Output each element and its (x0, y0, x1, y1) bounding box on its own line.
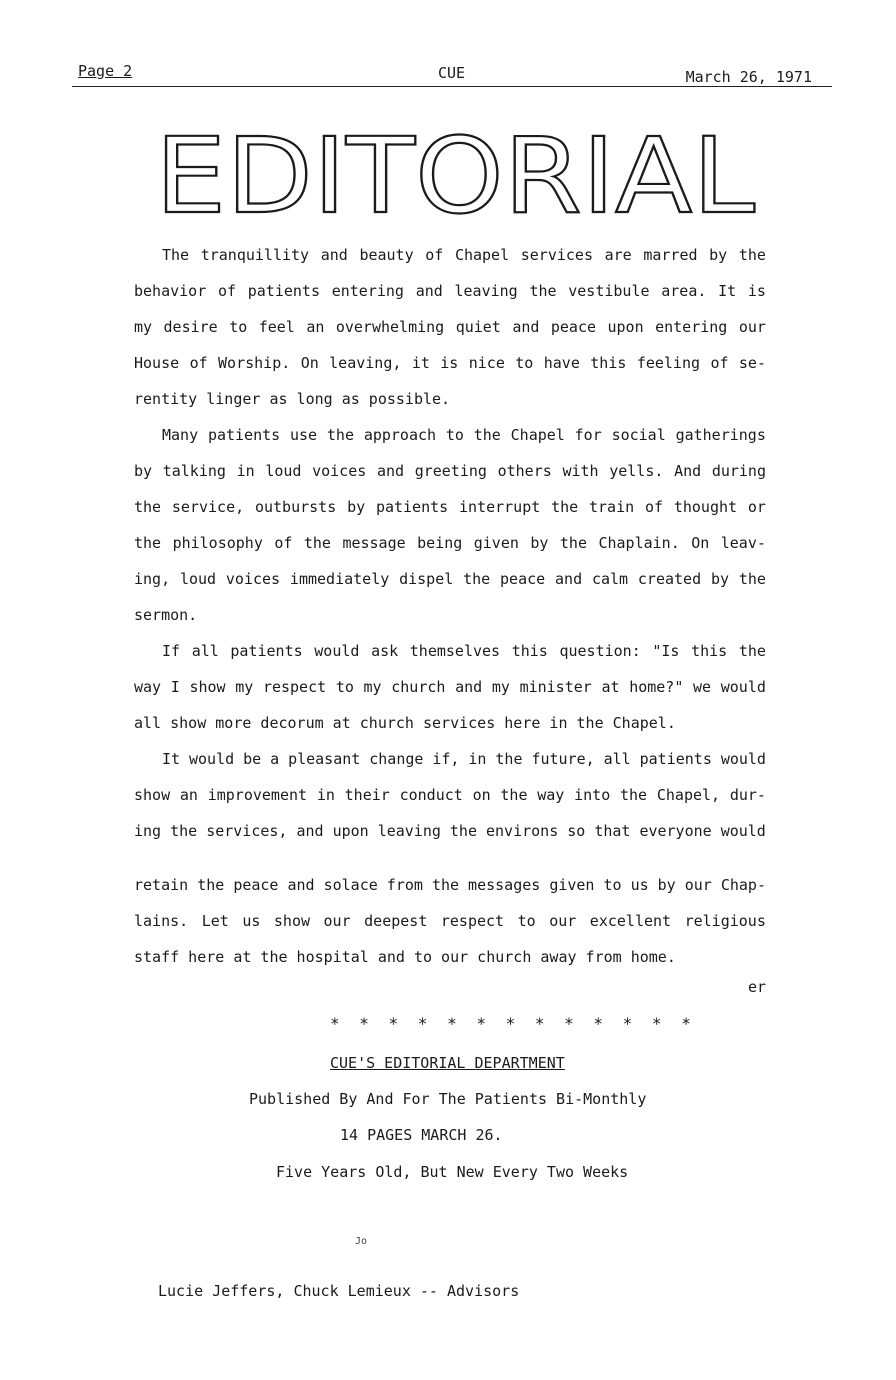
word: an (306, 318, 325, 336)
word: And (674, 462, 702, 480)
text-line (134, 636, 766, 672)
word: this (511, 642, 548, 660)
word: yells. (609, 462, 664, 480)
word: at (601, 678, 620, 696)
word: entering (655, 318, 728, 336)
word: train (589, 498, 635, 516)
word: "Is (652, 642, 680, 660)
word: patients (639, 750, 712, 768)
editorial-title (150, 128, 760, 224)
word: way (134, 678, 162, 696)
word: themselves (409, 642, 501, 660)
word: services (520, 246, 593, 264)
word: lains. (134, 912, 189, 930)
word: from (386, 876, 423, 894)
text-line (134, 816, 766, 852)
word: patients (207, 426, 281, 444)
word: solace (323, 876, 378, 894)
text-line (134, 456, 766, 492)
word: be (243, 750, 262, 768)
word: their (344, 786, 390, 804)
word: way (537, 786, 565, 804)
word: vestibule (568, 282, 650, 300)
word: the (326, 426, 354, 444)
issue-date: March 26, 1971 (685, 68, 812, 86)
word: calm (591, 570, 629, 588)
word: loud (179, 570, 217, 588)
word: It (718, 282, 737, 300)
word: with (562, 462, 599, 480)
word: Many (162, 426, 199, 444)
word: area. (661, 282, 707, 300)
word: and (555, 570, 583, 588)
word: talking (162, 462, 226, 480)
word: by (709, 246, 728, 264)
word: to (229, 318, 248, 336)
word: in (236, 462, 255, 480)
word: and (415, 282, 443, 300)
word: given (473, 534, 519, 552)
word: marred (643, 246, 698, 264)
word: gatherings (675, 426, 766, 444)
text-line (134, 744, 766, 780)
word: my (491, 678, 510, 696)
word: my (235, 678, 254, 696)
word: an (179, 786, 198, 804)
word: the (463, 570, 491, 588)
word: the (197, 876, 225, 894)
word: conduct (399, 786, 463, 804)
word: of (425, 246, 444, 264)
word: entering (331, 282, 404, 300)
text-line: staff here at the hospital and to our church away from home. (134, 948, 676, 966)
word: leav- (720, 534, 766, 552)
word: Chap- (720, 876, 766, 894)
word: deepest (364, 912, 428, 930)
word: feel (258, 318, 295, 336)
word: respect (262, 678, 327, 696)
tagline: Five Years Old, But New Every Two Weeks (276, 1163, 629, 1181)
word: message (342, 534, 406, 552)
pages-info: 14 PAGES MARCH 26. (340, 1126, 503, 1144)
word: the (500, 786, 528, 804)
word: by (347, 498, 366, 516)
word: question: (559, 642, 641, 660)
editorial-body (134, 240, 766, 978)
word: Chapel (510, 426, 565, 444)
word: the (738, 246, 766, 264)
text-line (134, 492, 766, 528)
word: thought (673, 498, 738, 516)
word: ing (134, 822, 162, 840)
word: social (611, 426, 666, 444)
word: philosophy (172, 534, 263, 552)
word: quiet (455, 318, 501, 336)
word: would (189, 750, 235, 768)
word: to (517, 912, 536, 930)
text-line (134, 870, 766, 906)
word: tranquillity (200, 246, 310, 264)
word: would (720, 822, 766, 840)
word: I (170, 678, 180, 696)
word: to (445, 426, 464, 444)
word: dur- (729, 786, 766, 804)
svg-text:EDITORIAL: EDITORIAL (155, 128, 756, 224)
word: our (323, 912, 351, 930)
word: being (417, 534, 463, 552)
word: respect (440, 912, 505, 930)
word: show (134, 786, 171, 804)
word: leaving (454, 282, 518, 300)
word: patients (375, 498, 449, 516)
word: If (162, 642, 181, 660)
word: nice (468, 354, 505, 372)
word: everyone (639, 822, 712, 840)
word: of (189, 354, 208, 372)
word: that (594, 822, 631, 840)
word: to (603, 876, 622, 894)
word: dispel (399, 570, 454, 588)
word: us (630, 876, 649, 894)
word: it (411, 354, 430, 372)
word: my (363, 678, 382, 696)
text-line (134, 240, 766, 276)
word: loud (265, 462, 302, 480)
word: the (449, 822, 477, 840)
word: on (472, 786, 491, 804)
text-line (134, 276, 766, 312)
word: created (637, 570, 702, 588)
word: upon (332, 822, 369, 840)
word: in (468, 750, 487, 768)
word: voices (312, 462, 367, 480)
word: is (747, 282, 766, 300)
text-line: sermon. (134, 606, 198, 624)
word: patients (230, 642, 303, 660)
word: the (134, 498, 162, 516)
word: Chaplain. (598, 534, 680, 552)
word: given (549, 876, 595, 894)
word: all (603, 750, 631, 768)
word: patients (247, 282, 320, 300)
word: by (710, 570, 729, 588)
word: ask (371, 642, 399, 660)
publication-name: CUE (438, 64, 466, 82)
word: in (316, 786, 335, 804)
department-heading: CUE'S EDITORIAL DEPARTMENT (330, 1054, 565, 1072)
word: for (574, 426, 602, 444)
word: by (657, 876, 676, 894)
word: overwhelming (335, 318, 445, 336)
text-line (134, 564, 766, 600)
word: if, (432, 750, 460, 768)
word: Let (201, 912, 229, 930)
word: ing, (134, 570, 171, 588)
word: On (691, 534, 710, 552)
word: the (495, 750, 523, 768)
author-signature: er (748, 978, 767, 996)
word: The (162, 246, 190, 264)
word: voices (225, 570, 281, 588)
word: our (738, 318, 766, 336)
word: our (549, 912, 577, 930)
word: behavior (134, 282, 207, 300)
word: pleasant (288, 750, 361, 768)
word: this (691, 642, 728, 660)
text-line (134, 672, 766, 708)
word: show (189, 678, 226, 696)
word: is (440, 354, 459, 372)
text-fragment: Jo (355, 1236, 368, 1247)
text-line (134, 348, 766, 384)
word: our (684, 876, 712, 894)
word: would (314, 642, 360, 660)
word: all (191, 642, 219, 660)
word: my (134, 318, 153, 336)
word: the (738, 570, 766, 588)
word: minister (519, 678, 592, 696)
word: immediately (289, 570, 390, 588)
word: environs (486, 822, 559, 840)
word: peace (500, 570, 546, 588)
word: to (335, 678, 354, 696)
word: desire (163, 318, 218, 336)
publication-info: Published By And For The Patients Bi-Monthly (249, 1090, 647, 1108)
text-line: rentity linger as long as possible. (134, 390, 451, 408)
word: the (620, 786, 648, 804)
word: beauty (359, 246, 414, 264)
word: and (287, 876, 315, 894)
word: the (303, 534, 331, 552)
word: Chapel (454, 246, 510, 264)
word: of (274, 534, 293, 552)
word: this (590, 354, 627, 372)
word: home?" (629, 678, 684, 696)
word: service, (171, 498, 245, 516)
word: retain (134, 876, 189, 894)
word: are (604, 246, 632, 264)
word: of (644, 498, 664, 516)
word: the (529, 282, 557, 300)
page-header (72, 60, 832, 87)
word: the (431, 876, 460, 894)
word: peace (233, 876, 279, 894)
editorial-title-lettering (150, 128, 760, 224)
word: or (747, 498, 766, 516)
word: others (497, 462, 552, 480)
word: and (376, 462, 405, 480)
word: the (738, 642, 766, 660)
text-line (134, 906, 766, 942)
word: Chapel, (656, 786, 721, 804)
word: the (134, 534, 162, 552)
word: we (693, 678, 712, 696)
word: church (391, 678, 446, 696)
word: messages (468, 876, 541, 894)
word: us (242, 912, 261, 930)
word: House (134, 354, 180, 372)
word: and (320, 246, 348, 264)
word: outbursts (254, 498, 337, 516)
word: use (290, 426, 318, 444)
word: and (296, 822, 324, 840)
word: upon (607, 318, 644, 336)
text-line (134, 780, 766, 816)
text-line (134, 420, 766, 456)
word: peace (550, 318, 597, 336)
word: approach (363, 426, 437, 444)
advisors-credit: Lucie Jeffers, Chuck Lemieux -- Advisors (158, 1282, 520, 1300)
word: On (300, 354, 319, 372)
word: It (162, 750, 181, 768)
word: by (530, 534, 549, 552)
word: would (720, 750, 766, 768)
word: leaving, (329, 354, 402, 372)
word: feeling (636, 354, 701, 372)
word: the (473, 426, 501, 444)
text-line: all show more decorum at church services here in the Chapel. (134, 714, 676, 732)
word: excellent (589, 912, 672, 930)
word: leaving (377, 822, 441, 840)
word: to (515, 354, 534, 372)
text-line (134, 312, 766, 348)
word: the (551, 498, 579, 516)
word: a (270, 750, 280, 768)
word: future, (531, 750, 595, 768)
word: show (273, 912, 311, 930)
word: greeting (414, 462, 487, 480)
text-line (134, 528, 766, 564)
word: by (134, 462, 153, 480)
word: of (710, 354, 729, 372)
word: religious (684, 912, 766, 930)
word: would (720, 678, 766, 696)
word: Worship. (218, 354, 291, 372)
word: into (574, 786, 611, 804)
word: the (170, 822, 198, 840)
word: se- (738, 354, 766, 372)
section-separator: * * * * * * * * * * * * * (330, 1014, 696, 1033)
word: services, (206, 822, 288, 840)
word: so (567, 822, 586, 840)
word: change (369, 750, 424, 768)
word: the (559, 534, 587, 552)
word: interrupt (459, 498, 541, 516)
word: of (217, 282, 237, 300)
word: during (711, 462, 766, 480)
word: have (543, 354, 580, 372)
word: and (455, 678, 483, 696)
word: improvement (207, 786, 308, 804)
page-number: Page 2 (78, 62, 133, 80)
word: and (512, 318, 540, 336)
